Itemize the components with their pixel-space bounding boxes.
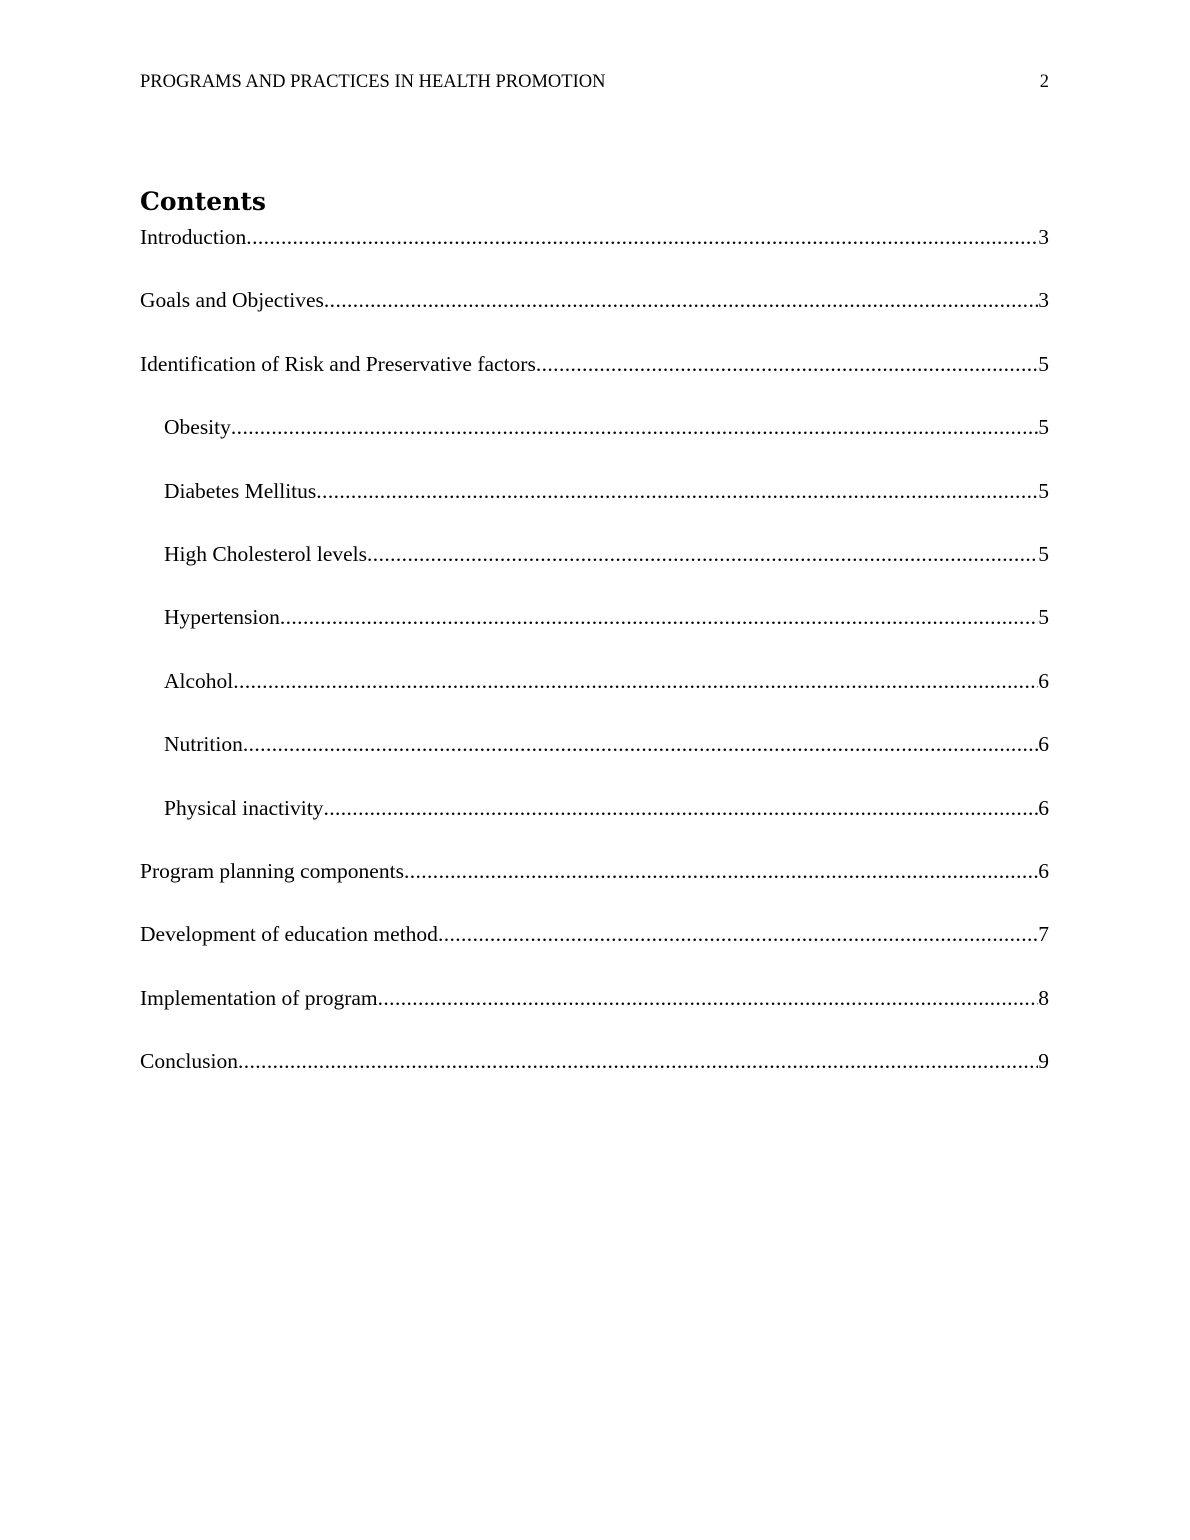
toc-entry-title: Nutrition [164, 732, 243, 757]
toc-entry-conclusion[interactable] [140, 1047, 1049, 1110]
toc-entry-title: Goals and Objectives [140, 288, 324, 313]
toc-entry-goals-and-objectives[interactable] [140, 286, 1049, 349]
toc-entry-page: 9 [1038, 1049, 1049, 1074]
toc-entry-program-planning-components[interactable] [140, 857, 1049, 920]
toc-dot-leader [238, 1047, 1038, 1075]
toc-entry-title: Conclusion [140, 1049, 238, 1074]
toc-entry-title: Introduction [140, 225, 247, 249]
toc-entry-page: 6 [1038, 732, 1049, 757]
toc-entry-page: 5 [1038, 541, 1049, 566]
toc-entry-title: Diabetes Mellitus [164, 478, 317, 503]
toc-entry-risk-and-preservative-factors[interactable] [140, 350, 1049, 413]
toc-entry-title: Hypertension [164, 605, 280, 630]
toc-entry-page: 3 [1038, 225, 1049, 249]
toc-entry-page: 5 [1038, 605, 1049, 630]
toc-dot-leader [367, 540, 1038, 568]
toc-entry-title: Identification of Risk and Preservative factors [140, 351, 536, 376]
toc-dot-leader [280, 603, 1038, 631]
toc-entry-title: Alcohol [164, 668, 234, 693]
toc-dot-leader [316, 477, 1038, 505]
toc-entry-page: 3 [1038, 288, 1049, 313]
toc-entry-page: 5 [1038, 351, 1049, 376]
page-number: 2 [1039, 72, 1049, 92]
toc-dot-leader [246, 223, 1038, 251]
toc-dot-leader [233, 667, 1038, 695]
toc-entry-title: Implementation of program [140, 985, 378, 1010]
toc-entry-page: 8 [1038, 985, 1049, 1010]
toc-entry-introduction[interactable] [140, 223, 1049, 286]
toc-entry-diabetes-mellitus[interactable] [140, 477, 1049, 540]
toc-entry-high-cholesterol-levels[interactable] [140, 540, 1049, 603]
toc-entry-title: Development of education method [140, 922, 438, 947]
toc-dot-leader [438, 920, 1038, 948]
toc-entry-page: 6 [1038, 795, 1049, 820]
toc-dot-leader [323, 794, 1038, 822]
toc-entry-title: High Cholesterol levels [164, 541, 368, 566]
page-header [140, 70, 1049, 94]
toc-entry-obesity[interactable] [140, 413, 1049, 476]
toc-entry-hypertension[interactable] [140, 603, 1049, 666]
toc-dot-leader [536, 350, 1038, 378]
toc-entry-implementation-of-program[interactable] [140, 984, 1049, 1047]
toc-dot-leader [324, 286, 1038, 314]
toc-entry-page: 5 [1038, 478, 1049, 503]
toc-dot-leader [243, 730, 1038, 758]
toc-heading: Contents [140, 187, 267, 216]
toc-entry-title: Obesity [164, 415, 231, 440]
toc-dot-leader [378, 984, 1039, 1012]
toc-entry-page: 5 [1038, 415, 1049, 440]
toc-entry-alcohol[interactable] [140, 667, 1049, 730]
toc-dot-leader [231, 413, 1038, 441]
toc-entry-title: Program planning components [140, 858, 404, 883]
table-of-contents [140, 223, 1049, 1110]
toc-entry-development-of-education-method[interactable] [140, 920, 1049, 983]
toc-entry-physical-inactivity[interactable] [140, 794, 1049, 857]
toc-entry-title: Physical inactivity [164, 795, 324, 820]
running-title: PROGRAMS AND PRACTICES IN HEALTH PROMOTION [140, 72, 606, 92]
toc-entry-page: 6 [1038, 858, 1049, 883]
toc-dot-leader [404, 857, 1038, 885]
toc-entry-nutrition[interactable] [140, 730, 1049, 793]
toc-entry-page: 7 [1038, 922, 1049, 947]
toc-entry-page: 6 [1038, 668, 1049, 693]
